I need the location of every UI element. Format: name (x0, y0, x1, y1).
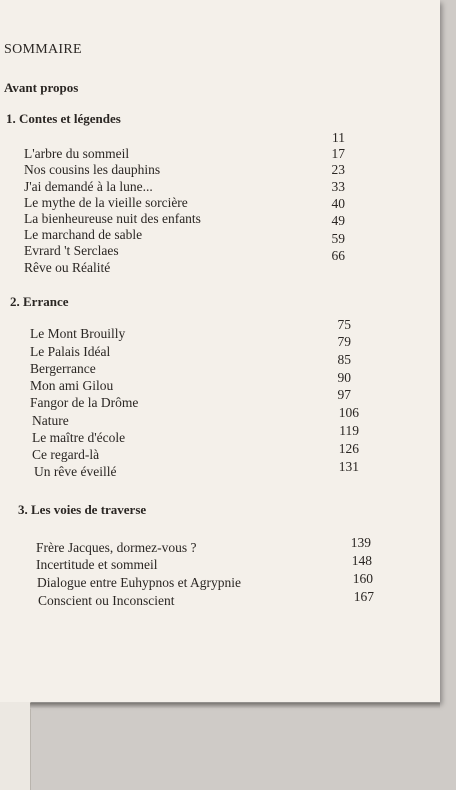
toc-entry-label: Le mythe de la vieille sorcière (24, 195, 188, 210)
toc-page-number: 160 (352, 571, 373, 586)
toc-page-number: 126 (338, 441, 359, 456)
page-shadow (30, 703, 440, 709)
toc-entry-label: Le marchand de sable (24, 227, 143, 242)
toc-page-number: 97 (337, 387, 351, 402)
toc-entry-label: Le maître d'école (32, 430, 126, 445)
page-title: SOMMAIRE (4, 42, 82, 57)
toc-entry-label: Dialogue entre Euhypnos et Agrypnie (37, 575, 241, 590)
toc-page-number: 106 (338, 405, 359, 420)
toc-page-number: 75 (337, 317, 351, 332)
toc-page-number: 11 (332, 130, 345, 145)
toc-page-number: 33 (331, 179, 345, 194)
toc-page-number: 49 (331, 213, 345, 228)
page-edge (0, 702, 31, 790)
toc-entry-label: La bienheureuse nuit des enfants (24, 211, 201, 226)
toc-page-number: 131 (338, 459, 359, 474)
toc-entry-label: Nature (32, 413, 69, 428)
toc-entry-label: Frère Jacques, dormez-vous ? (36, 540, 197, 555)
toc-entry-label: Ce regard-là (32, 447, 100, 462)
section-heading-1: 1. Contes et légendes (6, 111, 121, 126)
toc-entry-label: Fangor de la Drôme (30, 395, 139, 410)
avant-propos-heading: Avant propos (4, 80, 79, 95)
toc-entry-label: L'arbre du sommeil (24, 146, 130, 161)
toc-page-number: 85 (337, 352, 351, 367)
toc-entry-label: Rêve ou Réalité (24, 260, 111, 275)
toc-page-number: 79 (337, 334, 351, 349)
toc-page-number: 59 (331, 231, 345, 246)
toc-page-number: 40 (331, 196, 345, 211)
toc-entry-label: Le Mont Brouilly (30, 326, 126, 341)
toc-entry-label: Un rêve éveillé (34, 464, 117, 479)
toc-page-number: 17 (331, 146, 345, 161)
toc-page-number: 66 (331, 248, 345, 263)
toc-entry-label: Bergerrance (30, 361, 96, 376)
toc-entry-label: Evrard 't Serclaes (24, 243, 119, 258)
toc-entry-label: Incertitude et sommeil (36, 557, 158, 572)
toc-entry-label: Nos cousins les dauphins (24, 162, 161, 177)
toc-page-number: 90 (337, 370, 351, 385)
section-heading-2: 2. Errance (10, 294, 69, 309)
toc-entry-label: Le Palais Idéal (30, 344, 111, 359)
toc-page-number: 148 (351, 553, 372, 568)
toc-entry-label: Conscient ou Inconscient (38, 593, 175, 608)
toc-page-number: 139 (350, 535, 371, 550)
toc-page-number: 119 (339, 423, 359, 438)
toc-entry-label: J'ai demandé à la lune... (24, 179, 153, 194)
toc-page-number: 167 (353, 589, 374, 604)
toc-entry-label: Mon ami Gilou (30, 378, 114, 393)
toc-page-number: 23 (331, 162, 345, 177)
section-heading-3: 3. Les voies de traverse (18, 502, 147, 517)
